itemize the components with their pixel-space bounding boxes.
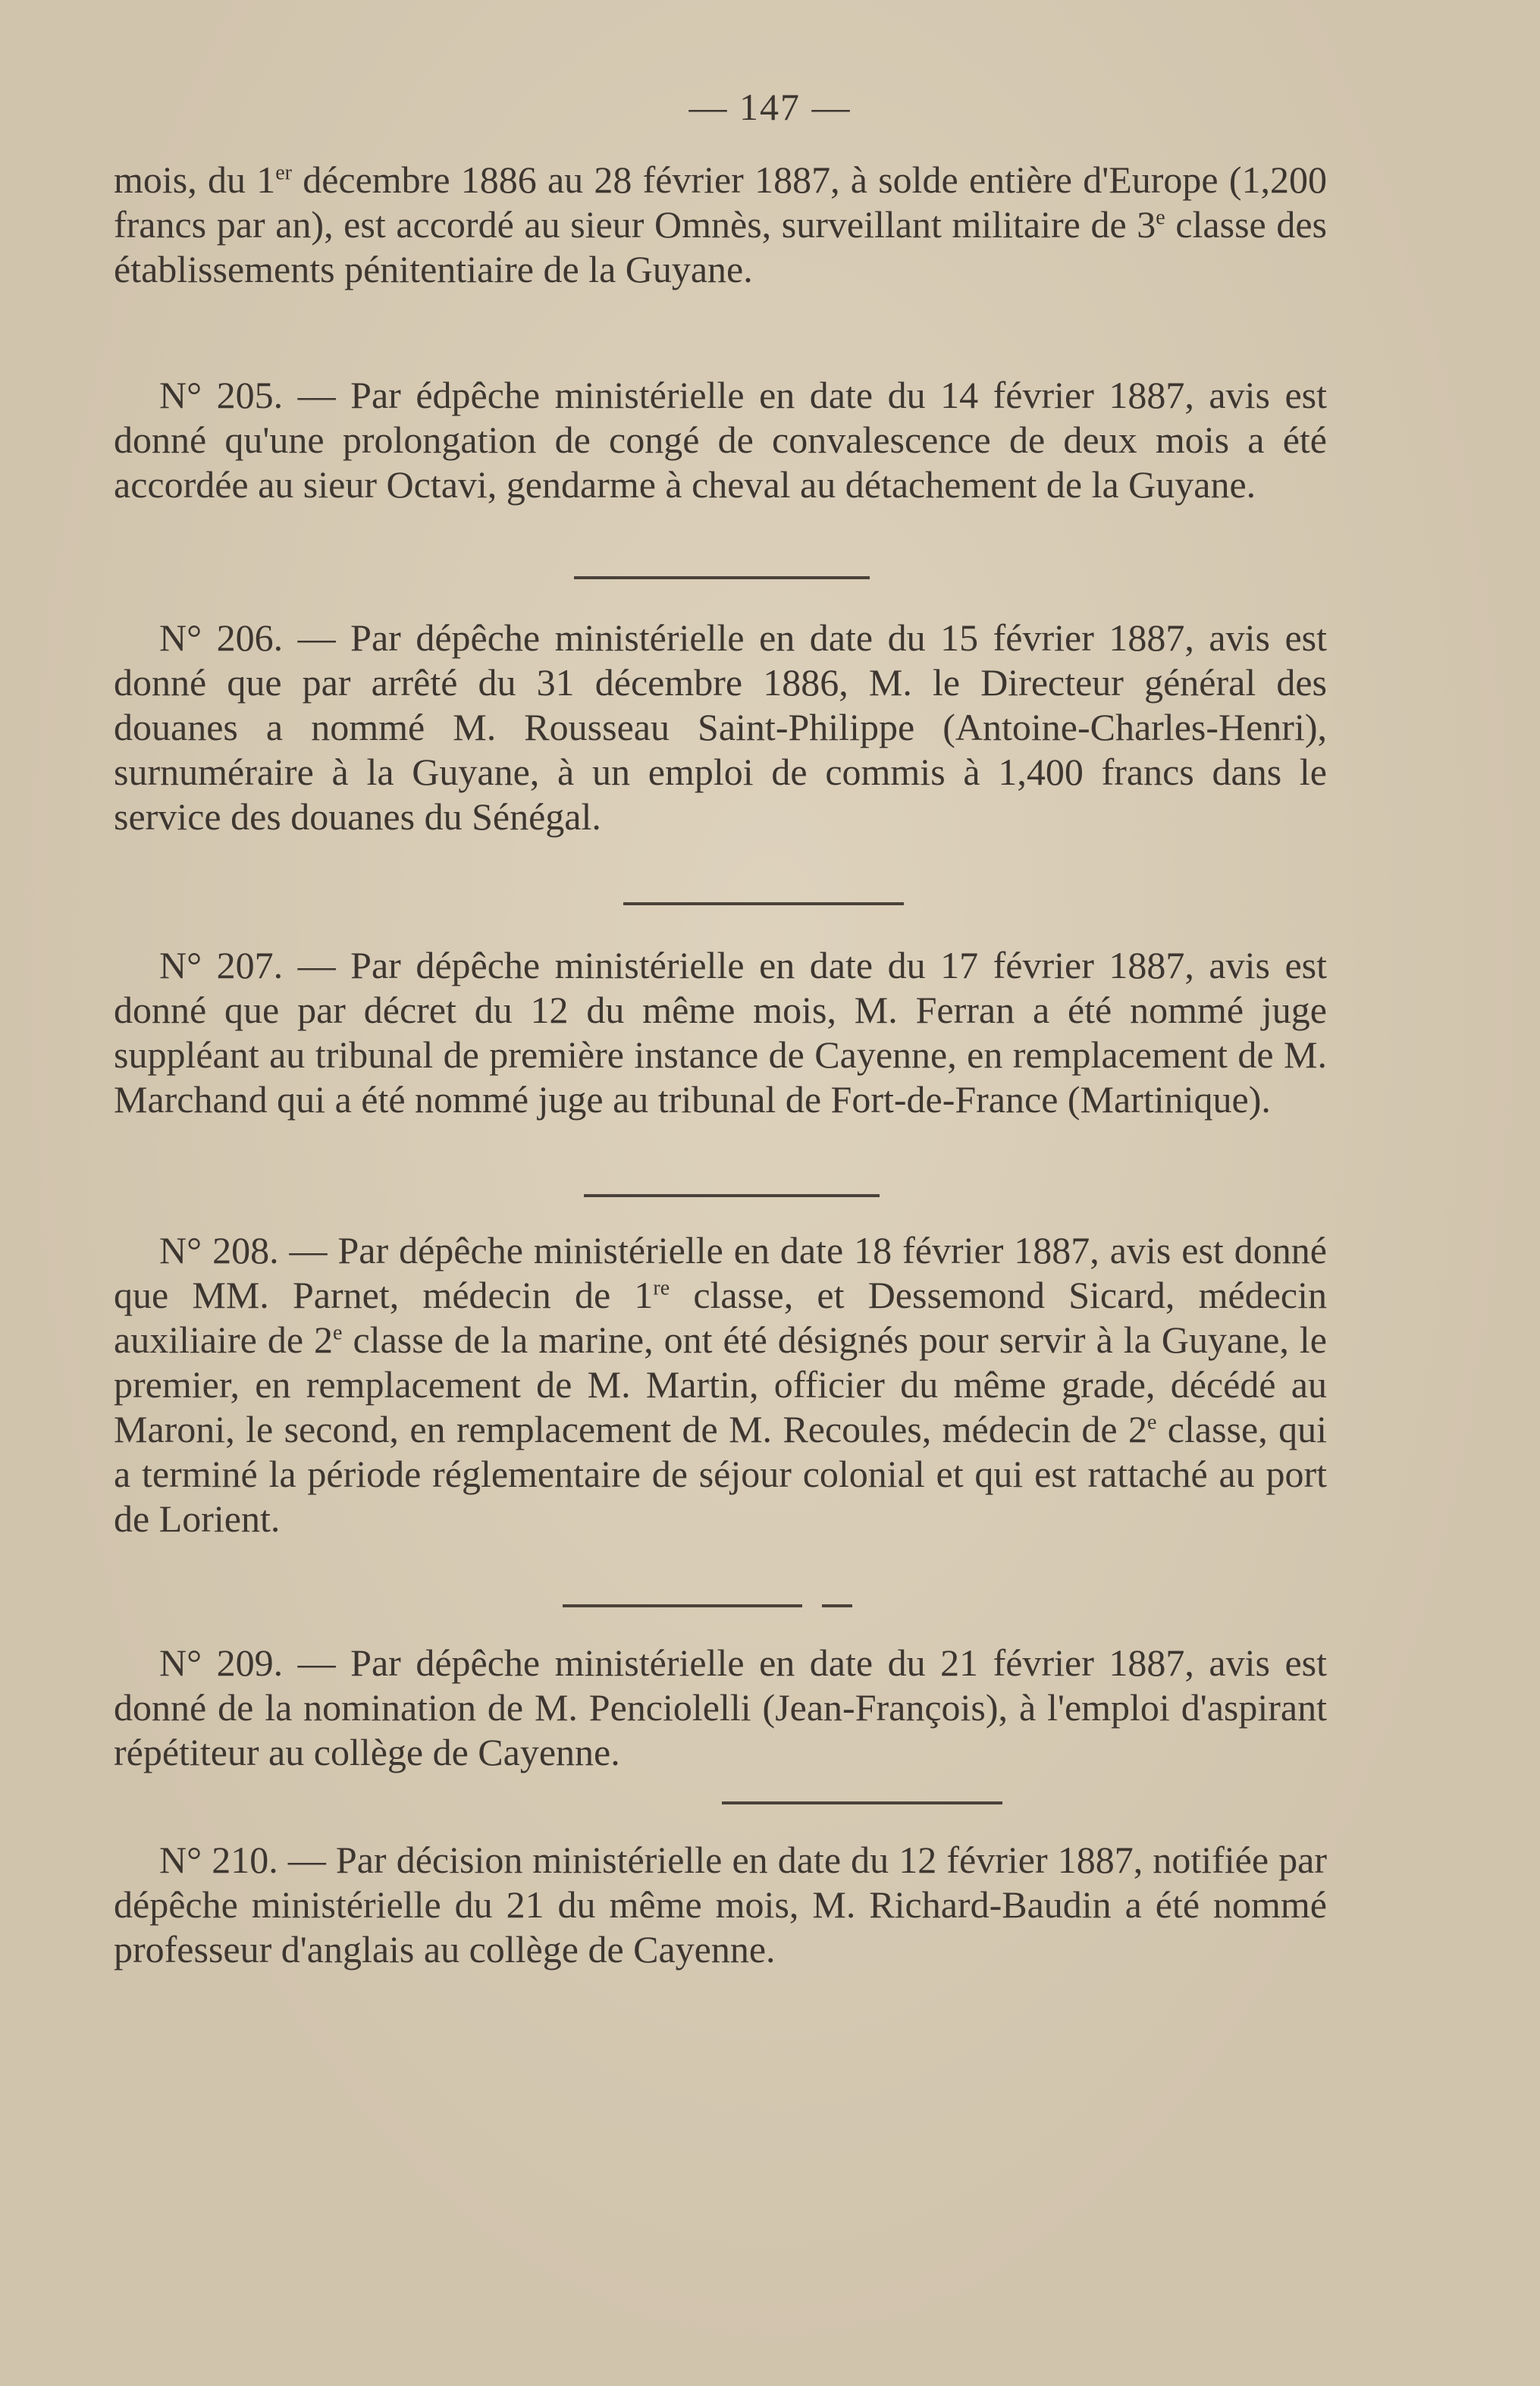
separator-rule <box>574 576 870 579</box>
separator-rule-short <box>822 1604 852 1607</box>
paragraph-210: N° 210. — Par décision ministérielle en date du 12 février 1887, notifiée par dépêche ministérielle du 21 du même mois, M. Richard-Baudin a été nommé professeur d'anglais au collège de Cayenne. <box>114 1839 1327 1971</box>
superscript: e <box>1156 205 1165 230</box>
paragraph-205: N° 205. — Par édpêche ministérielle en date du 14 février 1887, avis est donné qu'une prolongation de congé de convalescence de deux mois a été accordée au sieur Octavi, gendarme à cheval au détachement de la Guyane. <box>114 374 1327 506</box>
paragraph-text: classe de la marine, ont été désignés pour servir à la Guyane, le premier, en remplacement de M. Martin, officier du même grade, décédé au Maroni, le second, en remplacement de M. Recoules, médecin de 2 <box>114 1318 1327 1450</box>
separator-rule <box>563 1604 802 1607</box>
paragraph-209: N° 209. — Par dépêche ministérielle en date du 21 février 1887, avis est donné de la nomination de M. Penciolelli (Jean-François), à l'emploi d'aspirant répétiteur au collège de Cayenne. <box>114 1641 1327 1773</box>
paragraph-text: classe des établissements pénitentiaire de la Guyane. <box>114 203 1327 290</box>
superscript: er <box>275 161 292 185</box>
paragraph-text: classe, qui a terminé la période réglementaire de séjour colonial et qui est rattaché au port de Lorient. <box>114 1408 1327 1540</box>
separator-rule <box>623 902 904 905</box>
paragraph-208 <box>114 1228 1327 1541</box>
paragraph-207: N° 207. — Par dépêche ministérielle en date du 17 février 1887, avis est donné que par décret du 12 du même mois, M. Ferran a été nommé juge suppléant au tribunal de première instance de Cayenne, en remplacement de M. Marchand qui a été nommé juge au tribunal de Fort-de-France (Martinique). <box>114 944 1327 1121</box>
superscript: e <box>333 1321 343 1345</box>
superscript: re <box>653 1276 670 1300</box>
paragraph-continuation <box>114 158 1327 292</box>
paragraph-text: classe, et Dessemond Sicard, médecin auxiliaire de 2 <box>114 1274 1327 1361</box>
superscript: e <box>1146 1410 1157 1434</box>
paragraph-text: N° 208. — Par dépêche ministérielle en date 18 février 1887, avis est donné que MM. Parnet, médecin de 1 <box>114 1229 1327 1316</box>
paragraph-text: décembre 1886 au 28 février 1887, à solde entière d'Europe (1,200 francs par an), est accordé au sieur Omnès, surveillant militaire de 3 <box>114 158 1327 246</box>
page-number: — 147 — <box>688 86 852 128</box>
separator-rule <box>584 1194 880 1197</box>
paragraph-text: mois, du 1 <box>114 158 276 201</box>
separator-rule <box>722 1801 1002 1804</box>
paragraph-206: N° 206. — Par dépêche ministérielle en date du 15 février 1887, avis est donné que par arrêté du 31 décembre 1886, M. le Directeur général des douanes a nommé M. Rousseau Saint-Philippe (Antoine-Charles-Henri), surnuméraire à la Guyane, à un emploi de commis à 1,400 francs dans le service des douanes du Sénégal. <box>114 616 1327 838</box>
